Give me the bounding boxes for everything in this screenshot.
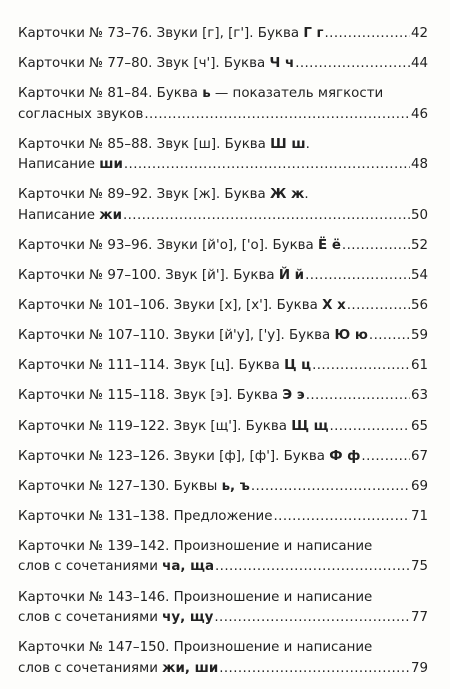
toc-entry-text-group [18,105,143,126]
toc-entry-line [18,84,428,105]
dot-leader [342,236,410,257]
toc-entry-text-after: . [305,136,310,152]
toc-entry-text-group [18,155,123,176]
toc-entry-line [18,54,428,75]
toc-entry [18,326,428,347]
toc-page-number: 69 [410,478,428,494]
toc-entry-line [18,155,428,176]
toc-entry [18,135,428,176]
toc-entry-bold-letter: ь, ъ [221,478,250,494]
toc-entry-text-group [18,557,214,578]
toc-entry-line [18,557,428,578]
toc-entry-text: Карточки № 107–110. Звуки [й'у], ['у]. Буква [18,328,335,344]
toc-entry-text-group [18,507,273,528]
toc-entry-line [18,447,428,468]
toc-entry-text: Карточки № 111–114. Звук [ц]. Буква [18,358,285,374]
toc-entry-text-after: — показатель мягкости [210,86,384,102]
toc-entry-bold-letter: Э э [282,388,305,404]
table-of-contents [18,24,428,689]
toc-entry [18,24,428,45]
toc-page-number: 52 [410,237,428,253]
toc-entry-bold-letter: Ш ш [270,136,306,152]
toc-entry-line [18,24,428,45]
toc-entry-text: Написание [18,157,100,173]
toc-entry-line [18,417,428,438]
toc-entry [18,266,428,287]
toc-entry-bold-letter: Г г [303,26,324,41]
toc-entry [18,236,428,257]
toc-page-number: 42 [410,26,428,41]
toc-entry-text-group [18,608,213,629]
dot-leader [306,386,410,407]
toc-entry [18,638,428,679]
toc-page-number: 46 [410,106,428,122]
toc-entry-text: Карточки № 115–118. Звук [э]. Буква [18,388,283,404]
toc-entry-bold-letter: ши [99,157,123,173]
toc-entry-text: Карточки № 93–96. Звуки [й'о], ['о]. Буква [18,237,319,253]
toc-entry-text-group [18,24,324,45]
toc-page-number: 63 [410,388,428,404]
dot-leader [144,105,410,126]
toc-entry-line [18,206,428,227]
toc-entry-text: Карточки № 77–80. Звук [ч']. Буква [18,56,270,72]
toc-entry-text-group [18,537,372,558]
dot-leader [274,507,410,528]
toc-entry-bold-letter: Й й [278,268,305,284]
toc-entry [18,447,428,468]
dot-leader [325,24,410,45]
dot-leader [305,266,410,287]
toc-page-number: 79 [410,660,428,676]
dot-leader [347,296,410,317]
toc-entry-text-group [18,447,360,468]
toc-entry-text-group [18,356,311,377]
toc-entry-line [18,135,428,156]
dot-leader [251,477,410,498]
dot-leader [124,155,410,176]
toc-entry-text: Карточки № 89–92. Звук [ж]. Буква [18,187,270,203]
toc-entry-line [18,537,428,558]
toc-entry-bold-letter: ча, ща [162,559,214,575]
toc-entry-text-group [18,266,304,287]
toc-entry [18,296,428,317]
toc-entry-bold-letter: Ф ф [329,448,361,464]
toc-page-number: 65 [410,418,428,434]
toc-entry-text-group [18,588,372,609]
toc-entry-text: Карточки № 119–122. Звук [щ']. Буква [18,418,292,434]
toc-entry-text-group [18,185,309,206]
toc-entry [18,507,428,528]
toc-entry-line [18,185,428,206]
toc-entry [18,588,428,629]
toc-entry-bold-letter: Ч ч [269,56,295,72]
toc-entry-text: слов с сочетаниями [18,559,163,575]
toc-entry-text: Карточки № 101–106. Звуки [х], [х']. Буква [18,298,323,314]
toc-entry [18,356,428,377]
toc-entry [18,54,428,75]
toc-entry-text-group [18,386,305,407]
toc-entry-text: Карточки № 81–84. Буква [18,86,203,102]
toc-entry-text: Карточки № 143–146. Произношение и написание [18,589,373,605]
toc-entry-text: Карточки № 73–76. Звуки [г], [г']. Буква [18,26,304,41]
toc-page-number: 71 [410,508,428,524]
toc-entry-text-group [18,417,328,438]
toc-entry-text: слов с сочетаниями [18,660,163,676]
toc-entry-text: Написание [18,207,100,223]
toc-entry-text-group [18,638,372,659]
toc-entry-text-group [18,236,341,257]
toc-page-number: 67 [410,448,428,464]
toc-entry-line [18,638,428,659]
toc-entry-text-group [18,659,218,680]
toc-entry-text: Карточки № 139–142. Произношение и написание [18,538,373,554]
toc-entry-line [18,296,428,317]
toc-entry-text-group [18,477,250,498]
dot-leader [329,417,410,438]
toc-entry-line [18,236,428,257]
toc-page-number: 75 [410,559,428,575]
toc-page-number: 56 [410,298,428,314]
toc-page-number: 48 [410,157,428,173]
toc-entry-bold-letter: чу, щу [162,610,214,625]
toc-entry-line [18,105,428,126]
toc-entry-text-after: . [304,187,309,203]
toc-entry-text-group [18,296,346,317]
dot-leader [214,608,410,629]
toc-page-number: 59 [410,328,428,344]
toc-entry-line [18,588,428,609]
toc-entry-text-group [18,54,294,75]
toc-entry-line [18,507,428,528]
toc-page-number: 44 [410,56,428,72]
toc-entry-bold-letter: Ю ю [334,328,368,344]
toc-entry-text: Карточки № 97–100. Звук [й']. Буква [18,268,279,284]
toc-entry [18,477,428,498]
toc-entry-line [18,356,428,377]
toc-entry-bold-letter: Ё ё [318,237,341,253]
dot-leader [123,206,410,227]
toc-entry-text: согласных звуков [18,106,144,122]
toc-page-number: 50 [410,207,428,223]
dot-leader [219,659,410,680]
toc-entry-line [18,659,428,680]
toc-entry-line [18,266,428,287]
toc-entry-bold-letter: Ц ц [284,358,312,374]
toc-entry-line [18,608,428,629]
toc-entry-bold-letter: жи, ши [162,660,219,676]
toc-entry-bold-letter: ь [202,86,211,102]
dot-leader [369,326,410,347]
toc-entry-text: Карточки № 85–88. Звук [ш]. Буква [18,136,271,152]
toc-page-number: 54 [410,268,428,284]
toc-entry [18,417,428,438]
toc-page-number: 61 [410,358,428,374]
toc-entry [18,185,428,226]
toc-entry-text-group [18,326,368,347]
toc-entry-text: Карточки № 147–150. Произношение и написание [18,640,373,656]
toc-entry-bold-letter: Щ щ [291,418,329,434]
toc-entry-text: Карточки № 131–138. Предложение [18,508,273,524]
toc-entry-text: Карточки № 127–130. Буквы [18,478,222,494]
dot-leader [295,54,410,75]
toc-entry-text-group [18,206,122,227]
dot-leader [361,447,410,468]
toc-entry-bold-letter: Ж ж [269,187,305,203]
toc-entry-line [18,386,428,407]
toc-entry [18,84,428,125]
dot-leader [215,557,410,578]
toc-entry-line [18,477,428,498]
toc-entry-text: Карточки № 123–126. Звуки [ф], [ф']. Буква [18,448,330,464]
toc-entry-text-group [18,84,383,105]
toc-entry-bold-letter: Х х [322,298,346,314]
toc-entry-text-group [18,135,310,156]
toc-entry [18,537,428,578]
toc-page-number: 77 [410,610,428,625]
dot-leader [312,356,410,377]
toc-entry-text: слов с сочетаниями [18,610,163,625]
toc-entry [18,386,428,407]
toc-entry-line [18,326,428,347]
toc-entry-bold-letter: жи [99,207,122,223]
